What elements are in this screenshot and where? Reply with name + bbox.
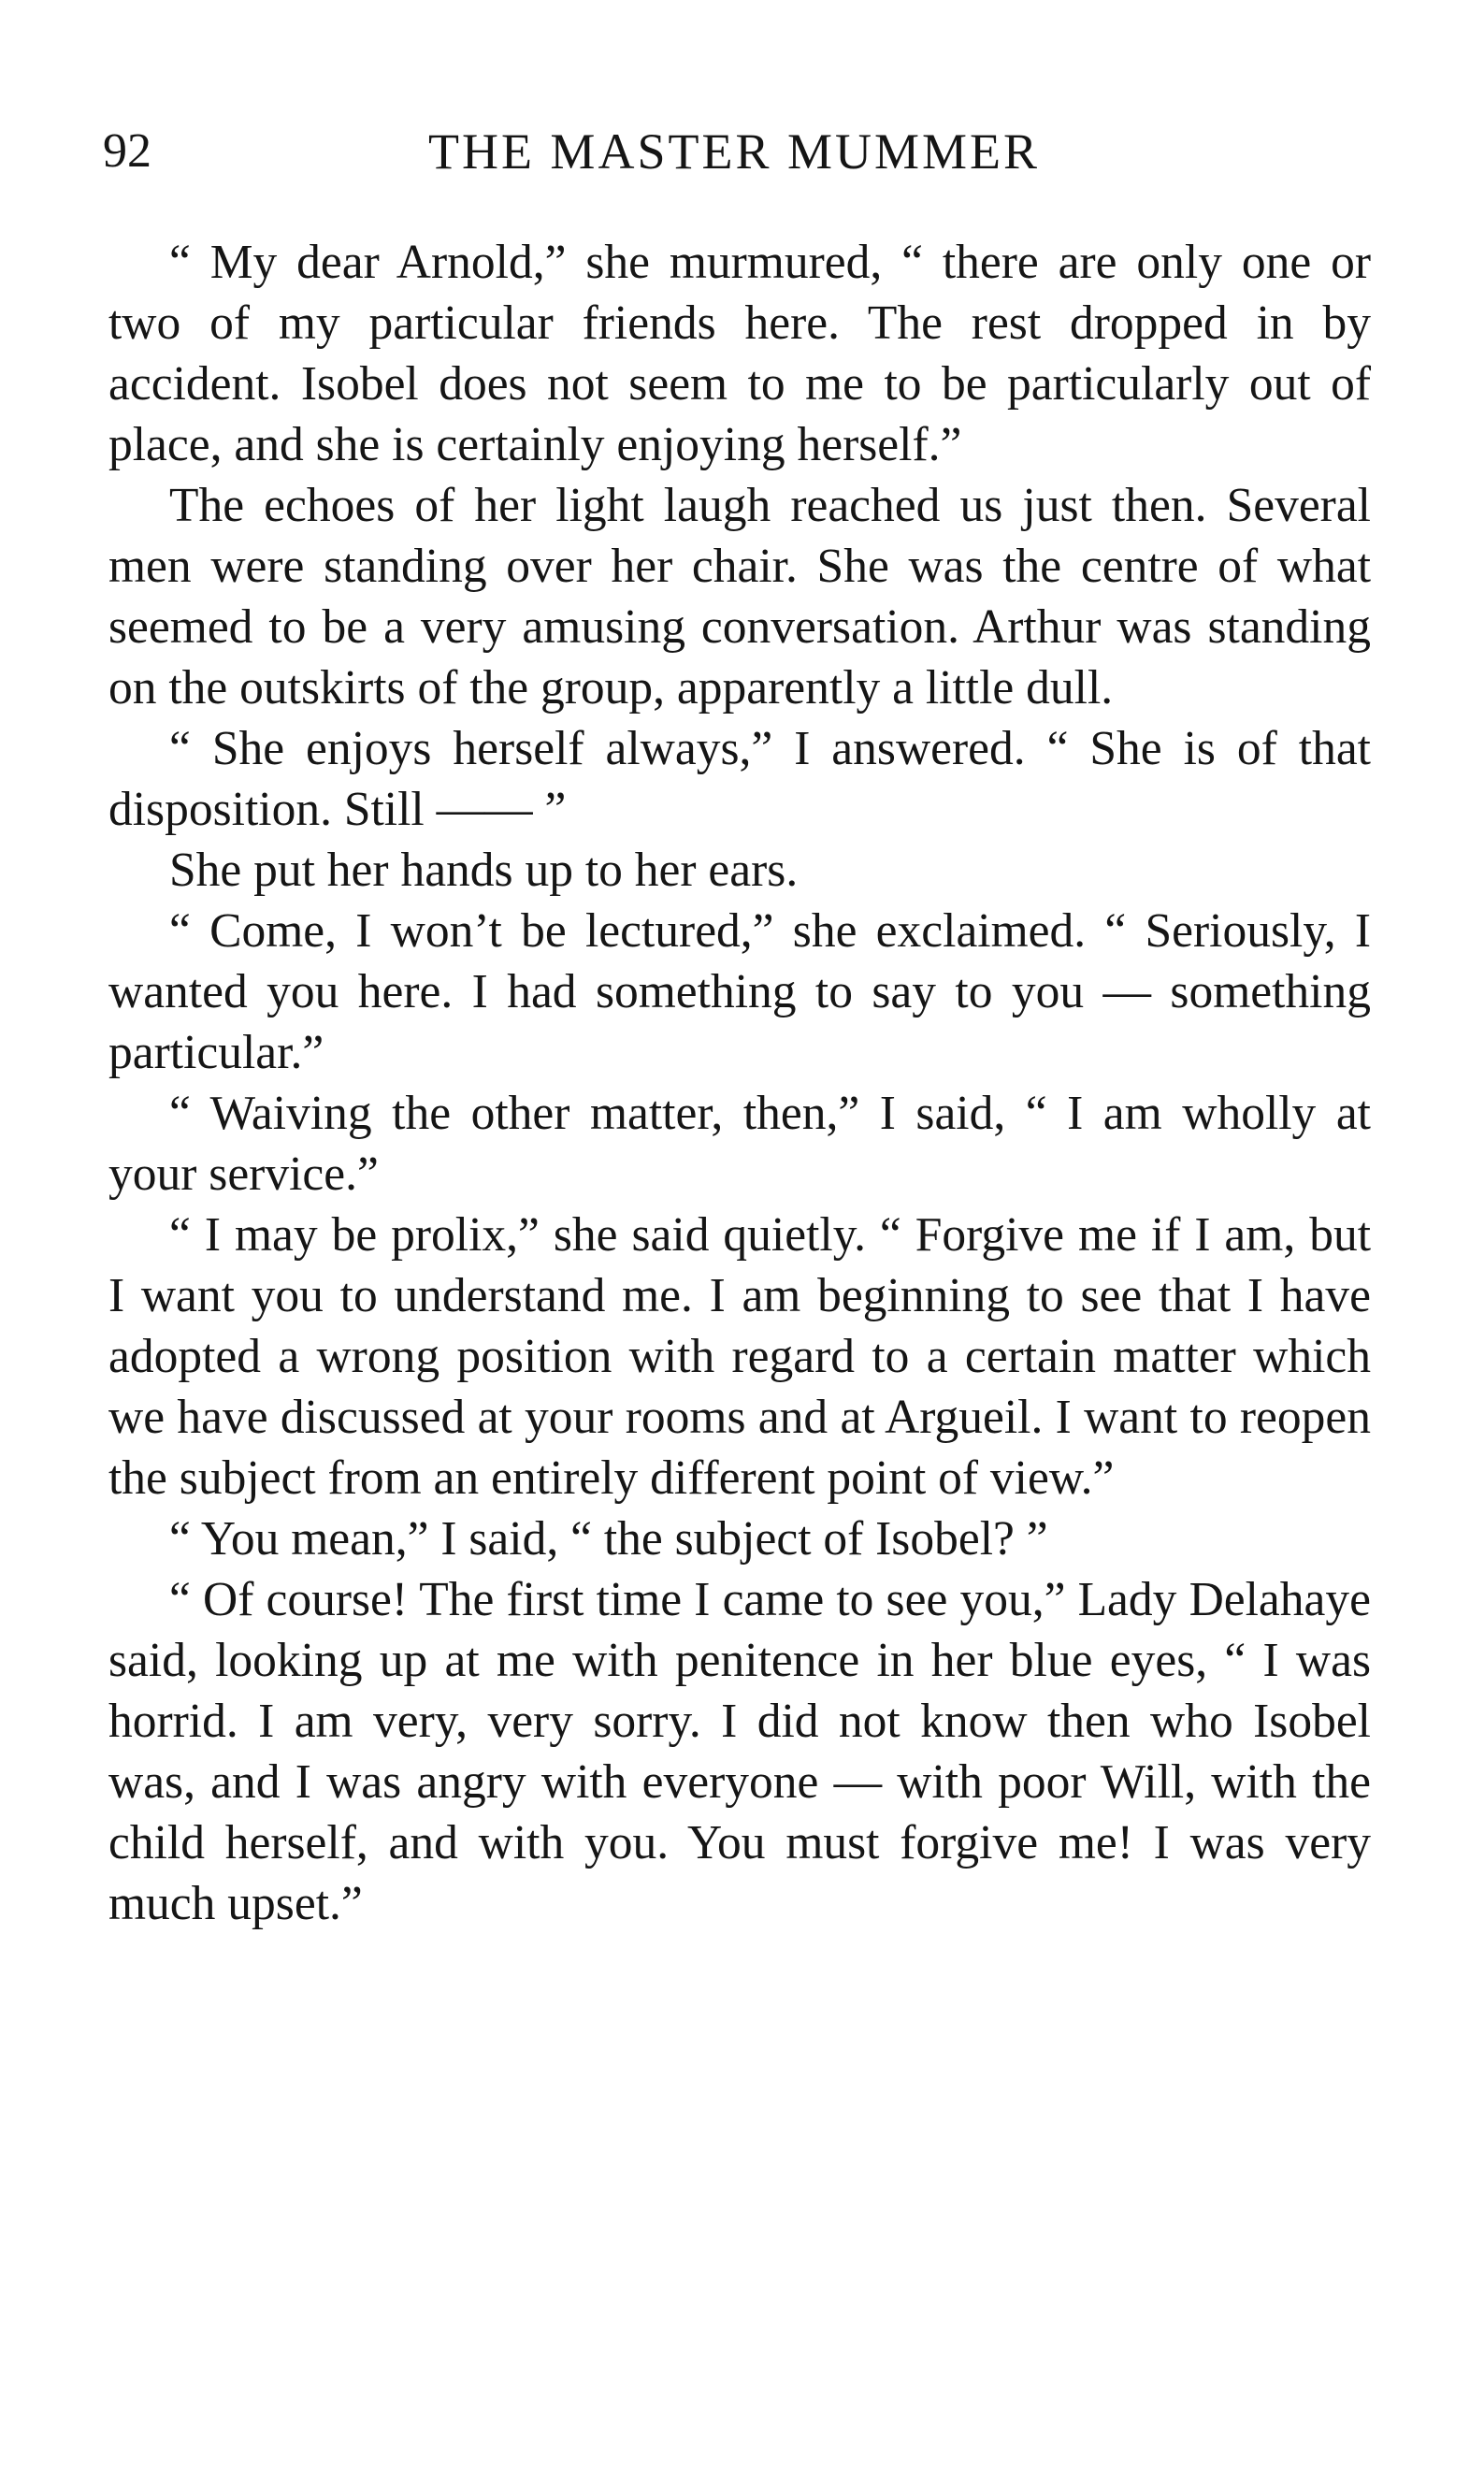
- paragraph-5: “ Come, I won’t be lectured,” she exclaimed. “ Seriously, I wanted you here. I had something to say to you — something particular.”: [108, 904, 1371, 1079]
- paragraph-2: The echoes of her light laugh reached us just then. Several men were standing over her chair. She was the centre of what seemed to be a very amusing conversation. Arthur was standing on the outskirts of the group, apparently a little dull.: [108, 479, 1371, 714]
- page-number: 92: [103, 124, 151, 178]
- paragraph-6: “ Waiving the other matter, then,” I said, “ I am wholly at your service.”: [108, 1087, 1371, 1201]
- running-title: THE MASTER MUMMER: [427, 123, 1041, 180]
- paragraph-4: She put her hands up to her ears.: [169, 844, 799, 897]
- paragraph-7: “ I may be prolix,” she said quietly. “ Forgive me if I am, but I want you to understand me. I am beginning to see that I have adopted a wrong position with regard to a certain matter which we have discussed at your rooms and at Argueil. I want to reopen the subject from an entirely different point of view.”: [108, 1208, 1371, 1505]
- paragraph-8: “ You mean,” I said, “ the subject of Isobel? ”: [169, 1512, 1048, 1566]
- page-header: [103, 114, 1365, 189]
- paragraph-1: “ My dear Arnold,” she murmured, “ there are only one or two of my particular friends here. The rest dropped in by accident. Isobel does not seem to me to be particularly out of place, and she is certainly enjoying herself.”: [108, 236, 1371, 471]
- paragraph-9: “ Of course! The first time I came to see you,” Lady Delahaye said, looking up at me with penitence in her blue eyes, “ I was horrid. I am very, very sorry. I did not know then who Isobel was, and I was angry with everyone — with poor Will, with the child herself, and with you. You must forgive me! I was very much upset.”: [108, 1573, 1371, 1930]
- body-text: [108, 232, 1371, 1934]
- paragraph-3: “ She enjoys herself always,” I answered. “ She is of that disposition. Still —— ”: [108, 722, 1371, 836]
